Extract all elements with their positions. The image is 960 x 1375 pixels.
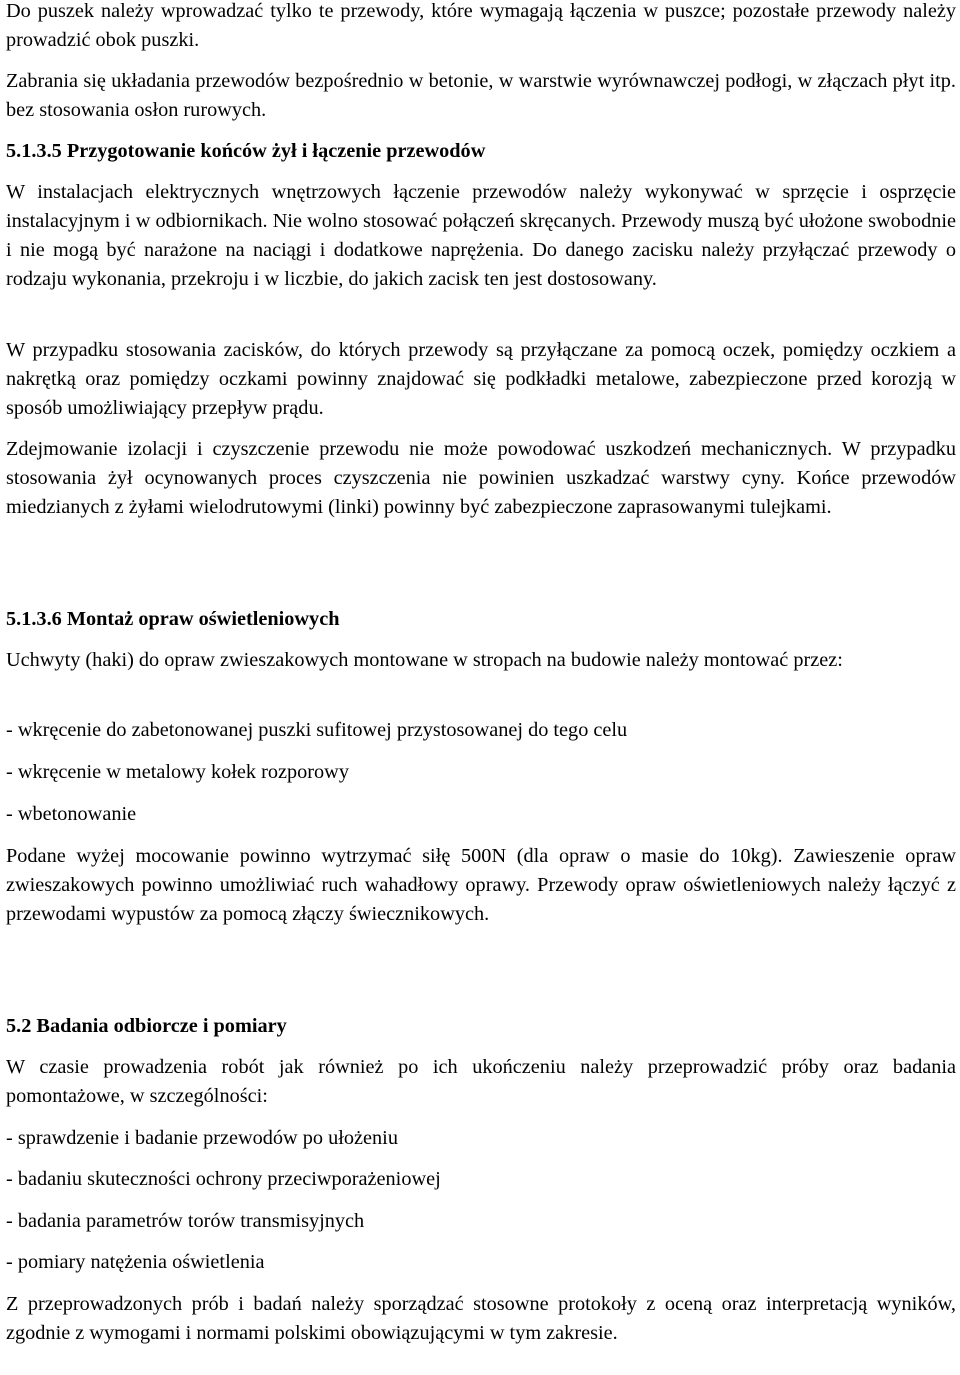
- list-item: - badania parametrów torów transmisyjnych: [6, 1210, 365, 1232]
- section-heading: 5.1.3.5 Przygotowanie końców żył i łączenie przewodów: [6, 140, 486, 162]
- section-5-1-3-6-paragraph-1: [6, 646, 956, 675]
- section-5-2-list-item: [6, 1207, 956, 1236]
- paragraph-text: W czasie prowadzenia robót jak również po ich ukończeniu należy przeprowadzić próby oraz badania pomontażowe, w szczególności:: [6, 1056, 956, 1107]
- list-item: - badaniu skuteczności ochrony przeciwporażeniowej: [6, 1168, 441, 1190]
- section-5-2-list-item: [6, 1248, 956, 1277]
- list-item: - sprawdzenie i badanie przewodów po ułożeniu: [6, 1127, 398, 1149]
- section-5-1-3-5-paragraph-2: [6, 336, 956, 423]
- list-item: - pomiary natężenia oświetlenia: [6, 1251, 265, 1273]
- intro-paragraph-1: [6, 0, 956, 55]
- section-5-1-3-6-list-item: [6, 758, 956, 787]
- list-item: - wbetonowanie: [6, 803, 137, 825]
- paragraph-text: Uchwyty (haki) do opraw zwieszakowych montowane w stropach na budowie należy montować przez:: [6, 649, 843, 671]
- section-5-2-list-item: [6, 1165, 956, 1194]
- paragraph-text: Zdejmowanie izolacji i czyszczenie przewodu nie może powodować uszkodzeń mechanicznych. W przypadku stosowania żył ocynowanych proces czyszczenia nie powinien uszkadzać warstwy cyny. Końce przewodów miedzianych z żyłami wielodrutowymi (linki) powinny być zabezpieczone zaprasowanymi tulejkami.: [6, 438, 956, 518]
- section-5-1-3-6-list-item: [6, 800, 956, 829]
- list-item: - wkręcenie w metalowy kołek rozporowy: [6, 761, 349, 783]
- section-5-1-3-6-list-item: [6, 716, 956, 745]
- section-heading: 5.1.3.6 Montaż opraw oświetleniowych: [6, 608, 340, 630]
- section-5-1-3-5-paragraph-3: [6, 435, 956, 522]
- intro-paragraph-2: [6, 67, 956, 125]
- section-5-2-list-item: [6, 1124, 956, 1153]
- section-5-2-paragraph-1: [6, 1053, 956, 1111]
- paragraph-text: W przypadku stosowania zacisków, do których przewody są przyłączane za pomocą oczek, pomiędzy oczkiem a nakrętką oraz pomiędzy oczkami powinny znajdować się podkładki metalowe, zabezpieczone przed korozją w sposób umożliwiający przepływ prądu.: [6, 339, 956, 419]
- paragraph-text: W instalacjach elektrycznych wnętrzowych łączenie przewodów należy wykonywać w sprzęcie i osprzęcie instalacyjnym i w odbiornikach. Nie wolno stosować połączeń skręcanych. Przewody muszą być ułożone swobodnie i nie mogą być narażone na naciągi i dodatkowe naprężenia. Do danego zacisku należy przyłączać przewody o rodzaju wykonania, przekroju i w liczbie, do jakich zacisk ten jest dostosowany.: [6, 181, 956, 290]
- paragraph-text: Zabrania się układania przewodów bezpośrednio w betonie, w warstwie wyrównawczej podłogi, w złączach płyt itp. bez stosowania osłon rurowych.: [6, 70, 956, 121]
- section-heading-5-2: [6, 1012, 956, 1041]
- section-heading-5-1-3-6: [6, 605, 956, 634]
- section-5-2-paragraph-2: [6, 1290, 956, 1348]
- paragraph-text: Do puszek należy wprowadzać tylko te przewody, które wymagają łączenia w puszce; pozostałe przewody należy prowadzić obok puszki.: [6, 0, 956, 51]
- paragraph-text: Z przeprowadzonych prób i badań należy sporządzać stosowne protokoły z oceną oraz interpretacją wyników, zgodnie z wymogami i normami polskimi obowiązującymi w tym zakresie.: [6, 1293, 956, 1344]
- section-5-1-3-5-paragraph-1: [6, 178, 956, 294]
- list-item: - wkręcenie do zabetonowanej puszki sufitowej przystosowanej do tego celu: [6, 719, 628, 741]
- section-5-1-3-6-paragraph-2: [6, 842, 956, 929]
- paragraph-text: Podane wyżej mocowanie powinno wytrzymać siłę 500N (dla opraw o masie do 10kg). Zawieszenie opraw zwieszakowych powinno umożliwiać ruch wahadłowy oprawy. Przewody opraw oświetleniowych należy łączyć z przewodami wypustów za pomocą złączy świecznikowych.: [6, 845, 956, 925]
- section-heading-5-1-3-5: [6, 137, 956, 166]
- section-heading: 5.2 Badania odbiorcze i pomiary: [6, 1015, 287, 1037]
